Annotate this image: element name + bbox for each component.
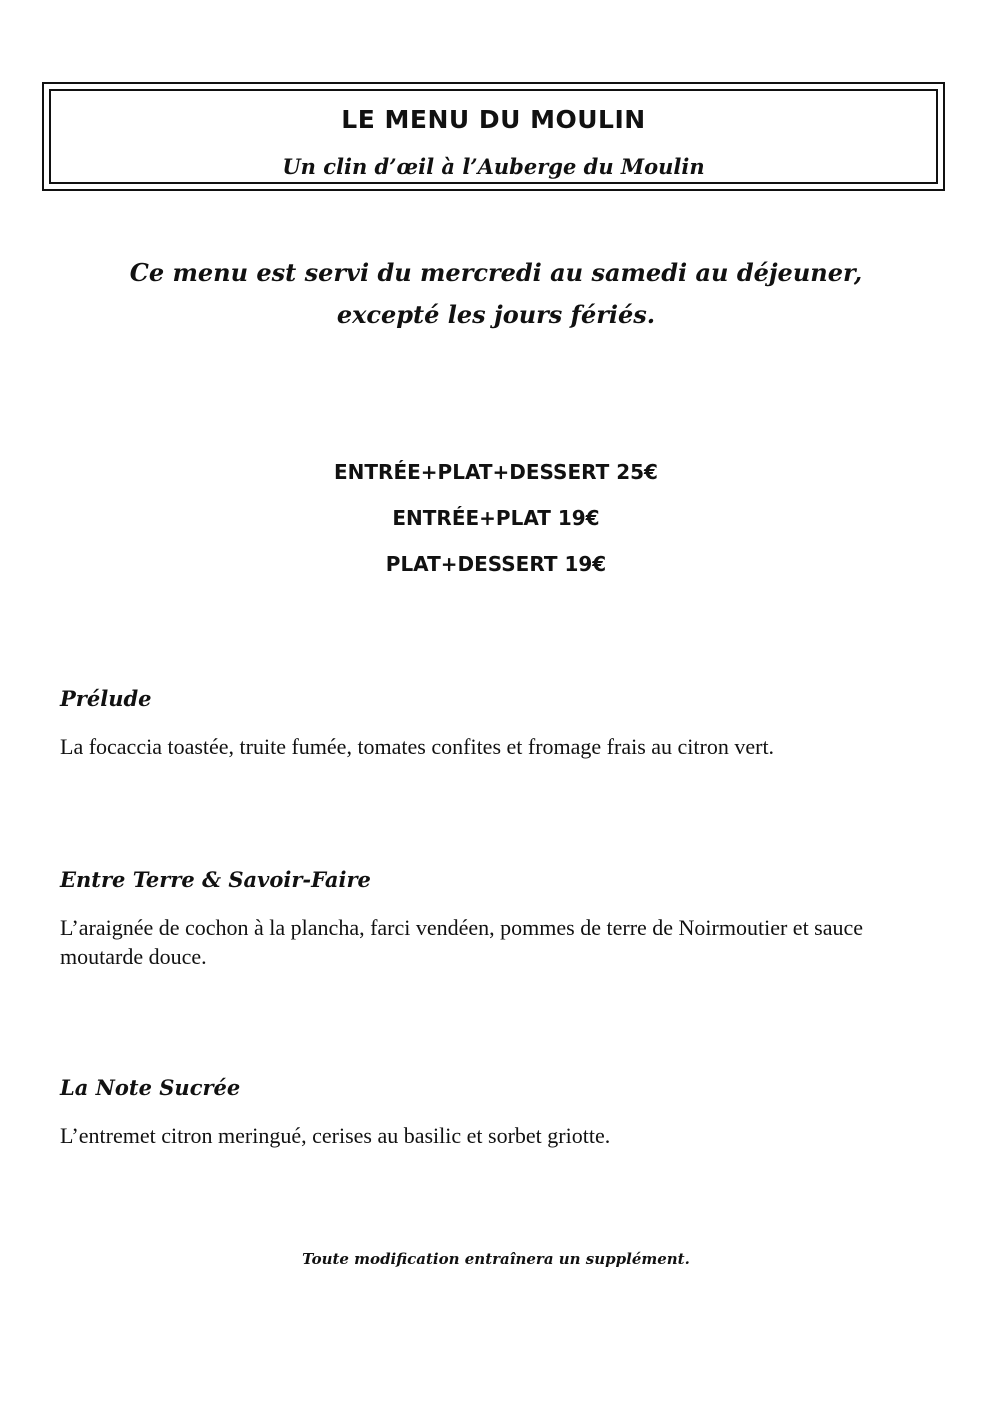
menu-header-box: [42, 82, 945, 191]
section-heading-prelude: Prélude: [60, 686, 152, 711]
section-text-prelude: La focaccia toastée, truite fumée, tomates confites et fromage frais au citron vert.: [60, 734, 775, 759]
menu-title: LE MENU DU MOULIN: [341, 105, 646, 134]
formula-plat-dessert: PLAT+DESSERT 19€: [385, 552, 607, 576]
section-heading-note-sucree: La Note Sucrée: [60, 1075, 241, 1100]
modification-footnote: Toute modification entraînera un supplément.: [302, 1250, 690, 1268]
section-heading-entre-terre: Entre Terre & Savoir-Faire: [60, 867, 371, 892]
section-text-entre-terre: L’araignée de cochon à la plancha, farci vendéen, pommes de terre de Noirmoutier et sauce moutarde douce.: [60, 915, 864, 969]
menu-header-inner-border: [49, 89, 938, 184]
formula-entree-plat-dessert: ENTRÉE+PLAT+DESSERT 25€: [334, 460, 658, 484]
section-text-note-sucree: L’entremet citron meringué, cerises au basilic et sorbet griotte.: [60, 1123, 611, 1148]
menu-subtitle: Un clin d’œil à l’Auberge du Moulin: [282, 154, 705, 179]
formula-entree-plat: ENTRÉE+PLAT 19€: [392, 506, 600, 530]
service-notice: Ce menu est servi du mercredi au samedi au déjeuner, excepté les jours fériés.: [129, 258, 863, 329]
